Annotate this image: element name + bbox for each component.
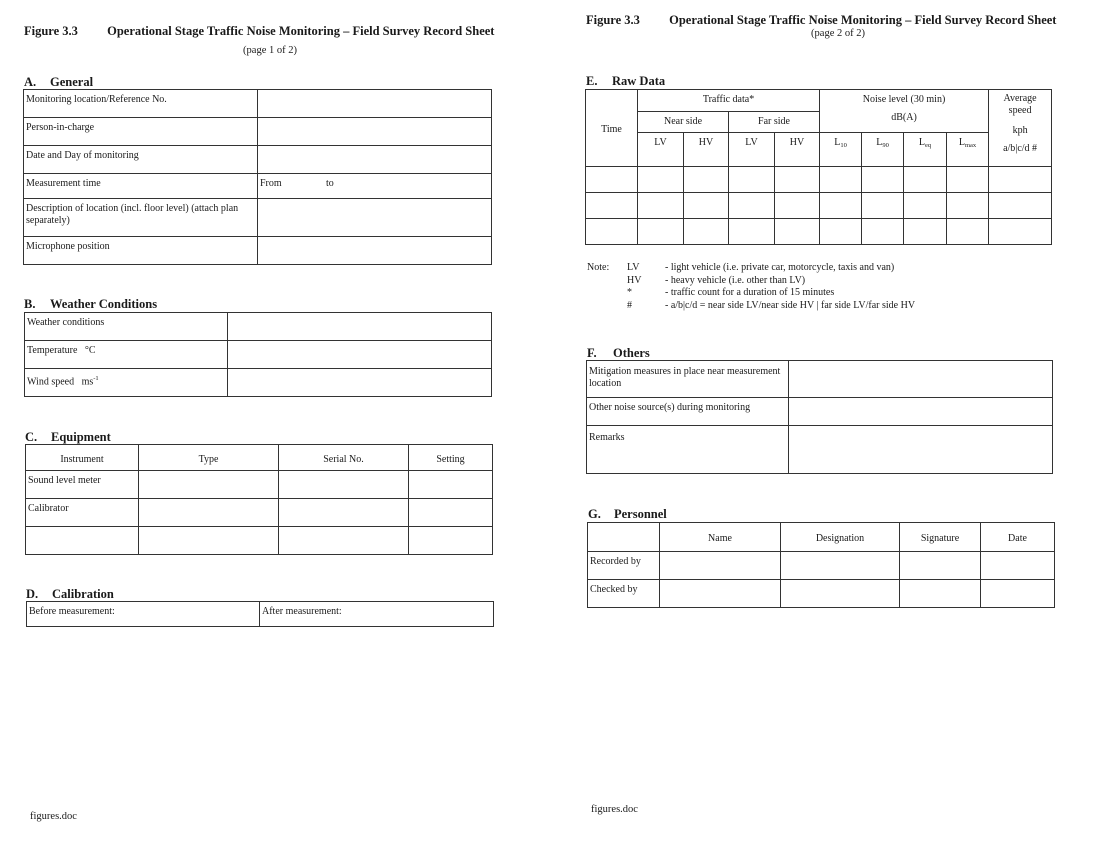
l90-base: L [876,137,883,148]
name-input[interactable] [660,552,781,580]
average-speed-header [989,90,1052,167]
table-row [24,199,492,237]
time-input[interactable] [586,167,638,193]
note-text: - heavy vehicle (i.e. other than LV) [665,274,806,286]
time-header: Time [586,90,638,167]
field-label: Other noise source(s) during monitoring [587,398,789,426]
column-header: Setting [409,445,493,471]
section-title: Raw Data [612,74,666,88]
monitoring-location-input[interactable] [258,90,492,118]
date-day-input[interactable] [258,146,492,174]
note-key: * [627,287,632,298]
weather-table [24,312,492,397]
table-row [26,471,493,499]
section-letter: F. [587,346,597,360]
from-label: From [260,178,282,189]
section-title: Equipment [51,430,111,444]
field-label: Date and Day of monitoring [24,146,258,174]
l90-input[interactable] [862,167,904,193]
near-lv-header: LV [638,133,684,167]
average-speed-label: Average speed [1003,93,1037,116]
section-title: General [50,75,94,89]
lmax-header [947,133,989,167]
serial-no-input[interactable] [279,471,409,499]
designation-input[interactable] [781,580,900,608]
wind-speed-unit: ms [81,376,94,388]
remarks-input[interactable] [789,426,1053,474]
column-header: Date [981,523,1055,552]
l10-input[interactable] [820,167,862,193]
general-table [23,89,492,265]
wind-speed-label: Wind speed [27,376,75,388]
table-header-row [586,133,1052,167]
section-title: Personnel [614,507,667,521]
traffic-data-header: Traffic data* [638,90,820,112]
note-item [627,262,894,275]
section-heading-equipment [25,430,111,445]
speed-unit-label: kph [1012,125,1028,136]
section-title: Weather Conditions [50,297,158,311]
raw-data-table [585,89,1052,245]
temperature-label: Temperature [27,345,78,356]
setting-input[interactable] [409,527,493,555]
type-input[interactable] [139,527,279,555]
near-lv-input[interactable] [638,167,684,193]
lmax-input[interactable] [947,219,989,245]
table-row [587,398,1053,426]
figure-title-text: Operational Stage Traffic Noise Monitoring – Field Survey Record Sheet [669,13,1057,27]
notes-label: Note: [587,262,610,273]
role-label: Recorded by [588,552,660,580]
temperature-unit: °C [84,345,96,356]
l10-sub: 10 [840,142,847,149]
measurement-time-input[interactable] [258,174,492,199]
leq-input[interactable] [904,167,947,193]
role-label: Checked by [588,580,660,608]
page-indicator: (page 2 of 2) [811,28,865,39]
figure-title [586,13,1056,28]
section-letter: A. [24,75,37,89]
average-speed-input[interactable] [989,193,1052,219]
column-header: Serial No. [279,445,409,471]
leq-input[interactable] [904,219,947,245]
note-text: - traffic count for a duration of 15 minutes [665,287,835,298]
section-title: Calibration [52,587,114,601]
serial-no-input[interactable] [279,499,409,527]
footer-filename: figures.doc [591,804,638,815]
date-input[interactable] [981,552,1055,580]
figure-number: Figure 3.3 [586,13,640,27]
table-row [24,118,492,146]
table-row [27,602,494,627]
note-item [627,275,805,288]
table-header-row [26,445,493,471]
section-letter: C. [25,430,38,444]
instrument-name: Sound level meter [26,471,139,499]
lmax-sub: max [964,142,977,149]
far-side-header: Far side [729,112,820,133]
note-key: LV [627,262,640,273]
section-heading-others [587,346,650,361]
figure-number: Figure 3.3 [24,24,78,38]
column-header: Type [139,445,279,471]
far-lv-input[interactable] [729,167,775,193]
column-header: Designation [781,523,900,552]
near-lv-input[interactable] [638,193,684,219]
far-lv-input[interactable] [729,193,775,219]
noise-level-label: Noise level (30 min) [862,94,946,105]
l10-header [820,133,862,167]
far-lv-header: LV [729,133,775,167]
l90-sub: 90 [882,142,889,149]
figure-title [24,24,494,39]
l10-input[interactable] [820,193,862,219]
table-row [588,580,1055,608]
instrument-name: Calibrator [26,499,139,527]
near-hv-input[interactable] [684,193,729,219]
equipment-table [25,444,493,555]
far-hv-input[interactable] [775,219,820,245]
column-header: Name [660,523,781,552]
column-header: Signature [900,523,981,552]
speed-format-label: a/b|c/d # [1003,143,1038,154]
section-heading-calibration [26,587,114,602]
section-heading-weather [24,297,157,312]
field-label: Remarks [587,426,789,474]
serial-no-input[interactable] [279,527,409,555]
table-row [25,341,492,369]
note-key: HV [627,274,642,286]
table-row [586,193,1052,219]
setting-input[interactable] [409,499,493,527]
section-heading-general [24,75,93,90]
table-row [26,499,493,527]
l10-input[interactable] [820,219,862,245]
near-side-header: Near side [638,112,729,133]
far-hv-header: HV [775,133,820,167]
to-label: to [326,178,334,189]
lmax-input[interactable] [947,193,989,219]
table-row [26,527,493,555]
section-letter: D. [26,587,39,601]
field-label [25,341,228,369]
other-noise-sources-input[interactable] [789,398,1053,426]
note-text: - light vehicle (i.e. private car, motorcycle, taxis and van) [665,262,895,273]
note-text: - a/b|c/d = near side LV/near side HV | far side LV/far side HV [665,299,916,311]
type-input[interactable] [139,499,279,527]
name-input[interactable] [660,580,781,608]
field-label: Weather conditions [25,313,228,341]
section-letter: B. [24,297,36,311]
near-hv-header: HV [684,133,729,167]
wind-speed-unit-exponent: -1 [93,375,99,382]
table-row [587,361,1053,398]
time-input[interactable] [586,193,638,219]
table-row [24,90,492,118]
field-label: Monitoring location/Reference No. [24,90,258,118]
table-row [24,237,492,265]
wind-speed-input[interactable] [228,369,492,397]
table-header-row [586,90,1052,112]
field-label [25,369,228,397]
page-indicator: (page 1 of 2) [243,45,297,56]
designation-input[interactable] [781,552,900,580]
after-measurement-field[interactable]: After measurement: [260,602,494,627]
lmax-input[interactable] [947,167,989,193]
leq-header [904,133,947,167]
footer-filename: figures.doc [30,811,77,822]
near-lv-input[interactable] [638,219,684,245]
far-hv-input[interactable] [775,193,820,219]
leq-sub: eq [925,142,932,149]
section-letter: G. [588,507,601,521]
noise-level-header [820,90,989,133]
before-measurement-field[interactable]: Before measurement: [27,602,260,627]
time-input[interactable] [586,219,638,245]
l90-header [862,133,904,167]
field-label: Description of location (incl. floor level) (attach plan separately) [24,199,258,237]
note-item [627,300,915,313]
table-row [588,552,1055,580]
lmax-base: L [958,137,965,148]
table-row [586,219,1052,245]
field-label: Mitigation measures in place near measurement location [587,361,789,398]
leq-base: L [918,137,925,148]
field-label: Measurement time [24,174,258,199]
page-2 [560,0,1100,860]
table-row [586,167,1052,193]
location-description-input[interactable] [258,199,492,237]
calibration-table [26,601,494,627]
average-speed-input[interactable] [989,167,1052,193]
mitigation-measures-input[interactable] [789,361,1053,398]
l10-base: L [834,137,841,148]
note-item [627,287,834,300]
figure-title-text: Operational Stage Traffic Noise Monitoring – Field Survey Record Sheet [107,24,495,38]
average-speed-input[interactable] [989,219,1052,245]
section-heading-raw-data [586,74,665,89]
type-input[interactable] [139,471,279,499]
table-row [587,426,1053,474]
personnel-table [587,522,1055,608]
others-table [586,360,1053,474]
date-input[interactable] [981,580,1055,608]
notes-block [587,262,1027,317]
temperature-input[interactable] [228,341,492,369]
l90-input[interactable] [862,219,904,245]
microphone-position-input[interactable] [258,237,492,265]
signature-input[interactable] [900,552,981,580]
section-heading-personnel [588,507,667,522]
near-hv-input[interactable] [684,219,729,245]
table-row [24,174,492,199]
field-label: Person-in-charge [24,118,258,146]
l90-input[interactable] [862,193,904,219]
note-key: # [627,299,632,311]
section-letter: E. [586,74,598,88]
table-header-row [588,523,1055,552]
instrument-input[interactable] [26,527,139,555]
table-row [25,369,492,397]
far-lv-input[interactable] [729,219,775,245]
far-hv-input[interactable] [775,167,820,193]
person-in-charge-input[interactable] [258,118,492,146]
setting-input[interactable] [409,471,493,499]
near-hv-input[interactable] [684,167,729,193]
leq-input[interactable] [904,193,947,219]
weather-conditions-input[interactable] [228,313,492,341]
column-header: Instrument [26,445,139,471]
noise-unit-label: dB(A) [891,112,917,123]
table-row [24,146,492,174]
column-header [588,523,660,552]
field-label: Microphone position [24,237,258,265]
signature-input[interactable] [900,580,981,608]
table-row [25,313,492,341]
section-title: Others [613,346,650,360]
